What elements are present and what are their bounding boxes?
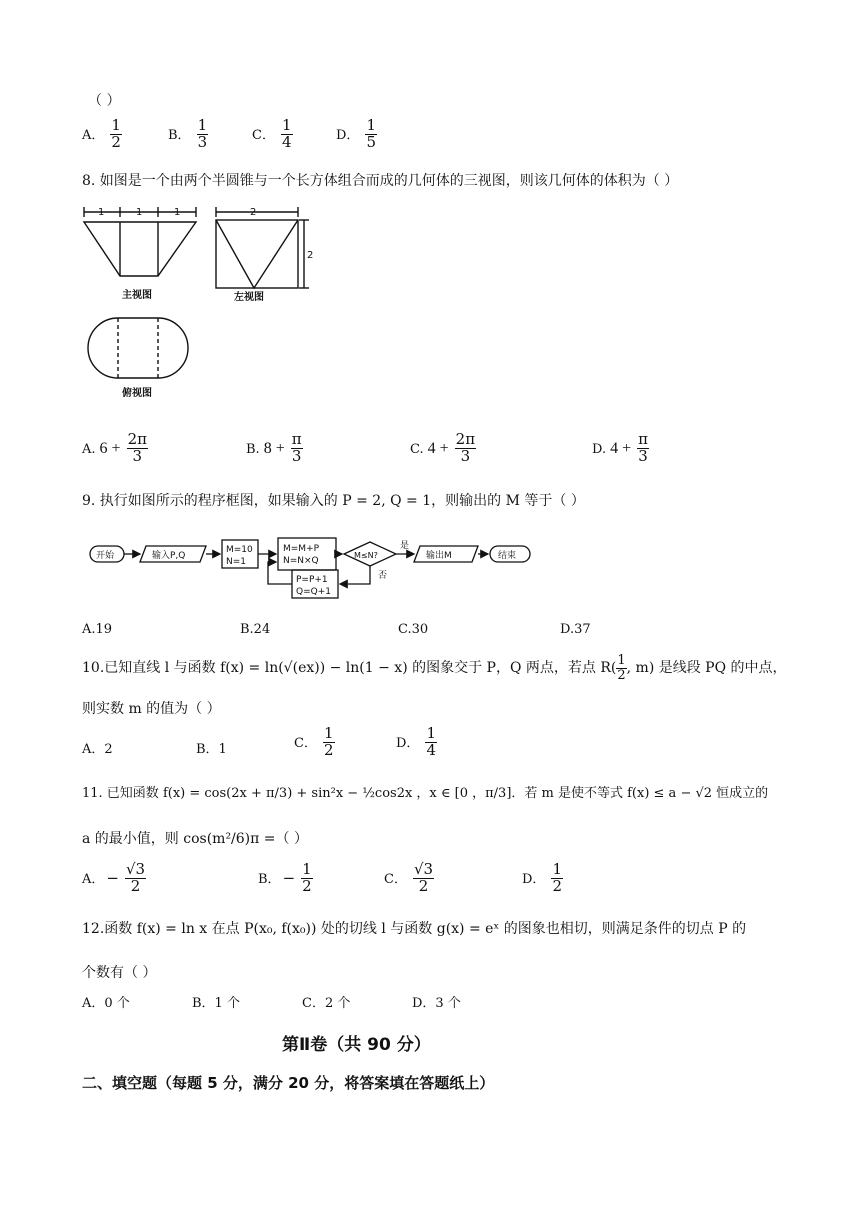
q12-stem-line2: 个数有（ ）: [82, 965, 157, 981]
q8-three-views-figure: [78, 200, 318, 400]
option-prefix: 4 +: [427, 439, 449, 457]
option-prefix: 8 +: [263, 439, 285, 457]
option-sign: −: [282, 868, 296, 887]
dim-label: 2: [250, 207, 257, 218]
option-label: C．: [294, 735, 317, 751]
flow-update-label-2: Q=Q+1: [296, 587, 331, 597]
q7-paren: （ ）: [88, 93, 121, 109]
frac-num: 1: [111, 116, 121, 134]
frac-den: 5: [366, 132, 376, 151]
q7-options: [82, 118, 482, 162]
frac-den: 4: [281, 132, 292, 151]
frac-num: 1: [552, 860, 562, 878]
q8-option-b[interactable]: [246, 432, 303, 465]
flow-process-label-2: N=N×Q: [283, 556, 319, 566]
frac-num: 1: [302, 860, 312, 878]
q9-stem: 9. 执行如图所示的程序框图，如果输入的 P = 2, Q = 1，则输出的 M 等于（ ）: [82, 493, 585, 509]
q10-option-a[interactable]: A．2: [82, 742, 113, 757]
frac-den: 3: [197, 132, 208, 151]
front-view-caption: 主视图: [122, 290, 152, 301]
q10-options: [82, 726, 482, 770]
flow-condition-label: M≤N?: [354, 551, 378, 560]
frac-den: 4: [426, 740, 436, 759]
q8-option-d[interactable]: [592, 432, 649, 465]
frac-den: 3: [460, 446, 471, 465]
q12-option-c[interactable]: C．2 个: [302, 996, 351, 1011]
frac-den: 2: [617, 667, 626, 683]
flow-input-label: 输入P,Q: [152, 551, 186, 561]
option-label: B．: [168, 127, 191, 143]
q7-option-c[interactable]: [252, 118, 293, 151]
q11-option-c[interactable]: [384, 862, 434, 895]
q9-flowchart: [88, 528, 538, 604]
frac-num: 1: [323, 724, 334, 742]
dim-label: 1: [174, 207, 181, 218]
q9-option-a[interactable]: A.19: [82, 622, 113, 637]
option-label: D．: [336, 127, 360, 143]
q12-stem-line1: 12.函数 f(x) = ln x 在点 P(x₀, f(x₀)) 处的切线 l 与函数 g(x) = eˣ 的图象也相切，则满足条件的切点 P 的: [82, 921, 747, 937]
q12-option-b[interactable]: B．1 个: [192, 996, 240, 1011]
q8-stem: 8. 如图是一个由两个半圆锥与一个长方体组合而成的几何体的三视图，则该几何体的体积为（ ）: [82, 173, 679, 189]
flow-start-label: 开始: [96, 551, 115, 561]
option-prefix: 6 +: [99, 439, 121, 457]
option-label: A.: [82, 441, 96, 457]
frac-den: 2: [111, 132, 121, 151]
q9-option-d[interactable]: D.37: [560, 622, 591, 637]
frac-den: 2: [130, 876, 141, 895]
q12-option-a[interactable]: A．0 个: [82, 996, 130, 1011]
dim-label: 1: [136, 207, 143, 218]
option-label: A．: [82, 127, 105, 143]
frac-den: 2: [418, 876, 429, 895]
dim-label: 1: [98, 207, 105, 218]
option-label: D.: [592, 441, 607, 457]
q7-option-b[interactable]: [168, 118, 208, 151]
q10-stem-line2: 则实数 m 的值为（ ）: [82, 701, 221, 717]
q8-option-a[interactable]: [82, 432, 148, 465]
option-label: C.: [410, 441, 424, 457]
option-label: D．: [396, 735, 420, 751]
option-label: C．: [384, 871, 407, 887]
flow-no-label: 否: [378, 571, 388, 581]
q8-option-c[interactable]: [410, 432, 476, 465]
frac-den: 3: [638, 446, 648, 465]
section-title: 第Ⅱ卷（共 90 分）: [282, 1035, 431, 1055]
option-sign: −: [106, 868, 119, 887]
side-view-caption: 左视图: [234, 292, 264, 303]
frac-den: 2: [552, 876, 562, 895]
option-prefix: 4 +: [610, 439, 632, 457]
frac-den: 2: [302, 876, 312, 895]
q7-option-d[interactable]: [336, 118, 377, 151]
frac-num: 1: [617, 653, 626, 668]
option-label: C．: [252, 127, 275, 143]
q10-option-d[interactable]: [396, 726, 437, 759]
q9-option-b[interactable]: B.24: [240, 622, 271, 637]
frac-num: 1: [426, 724, 436, 742]
q10-stem-part-a: 10.已知直线 l 与函数 f(x) = ln(√(ex)) − ln(1 − x) 的图象交于 P，Q 两点，若点 R(: [82, 660, 617, 677]
q10-option-c[interactable]: [294, 726, 335, 759]
frac-num: 2π: [455, 430, 476, 448]
q10-option-b[interactable]: B．1: [196, 742, 227, 757]
frac-num: √3: [413, 860, 434, 878]
frac-num: 1: [366, 116, 376, 134]
flow-output-label: 输出M: [426, 551, 452, 561]
q9-option-c[interactable]: C.30: [398, 622, 429, 637]
q10-stem-part-b: , m) 是线段 PQ 的中点，: [626, 660, 787, 677]
flow-end-label: 结束: [498, 551, 517, 561]
frac-den: 3: [132, 446, 143, 465]
part-two-heading: 二、填空题（每题 5 分，满分 20 分，将答案填在答题纸上）: [82, 1074, 495, 1092]
frac-den: 3: [291, 446, 302, 465]
option-label: B.: [246, 441, 260, 457]
flow-yes-label: 是: [400, 541, 410, 551]
q11-stem-line1: 11. 已知函数 f(x) = cos(2x + π/3) + sin²x − ½cos2x ，x ∈ [0 ，π/3]．若 m 是使不等式 f(x) ≤ a − √2 恒成立的: [82, 786, 769, 801]
top-view-caption: 俯视图: [122, 388, 152, 399]
flow-update-label-1: P=P+1: [296, 575, 328, 585]
frac-num: 2π: [127, 430, 147, 448]
q11-option-a[interactable]: [82, 862, 146, 895]
q11-option-b[interactable]: [258, 862, 313, 895]
frac-num: π: [291, 430, 302, 448]
frac-den: 2: [323, 740, 334, 759]
flow-init-label-1: M=10: [226, 545, 253, 555]
flow-process-label-1: M=M+P: [283, 544, 320, 554]
option-label: A．: [82, 871, 105, 887]
flow-init-label-2: N=1: [226, 557, 246, 567]
frac-num: √3: [125, 860, 146, 878]
q8-options: [82, 432, 782, 478]
frac-num: π: [638, 430, 648, 448]
frac-num: 1: [281, 116, 292, 134]
q11-stem-line2: a 的最小值，则 cos(m²/6)π =（ ）: [82, 831, 308, 847]
q7-option-a[interactable]: [82, 118, 122, 151]
dim-label: 2: [307, 250, 314, 261]
q10-stem-line1: [82, 654, 787, 682]
q11-options: [82, 862, 602, 908]
q11-option-d[interactable]: [522, 862, 563, 895]
option-label: B．: [258, 871, 281, 887]
q12-option-d[interactable]: D．3 个: [412, 996, 461, 1011]
frac-num: 1: [197, 116, 208, 134]
option-label: D．: [522, 871, 546, 887]
